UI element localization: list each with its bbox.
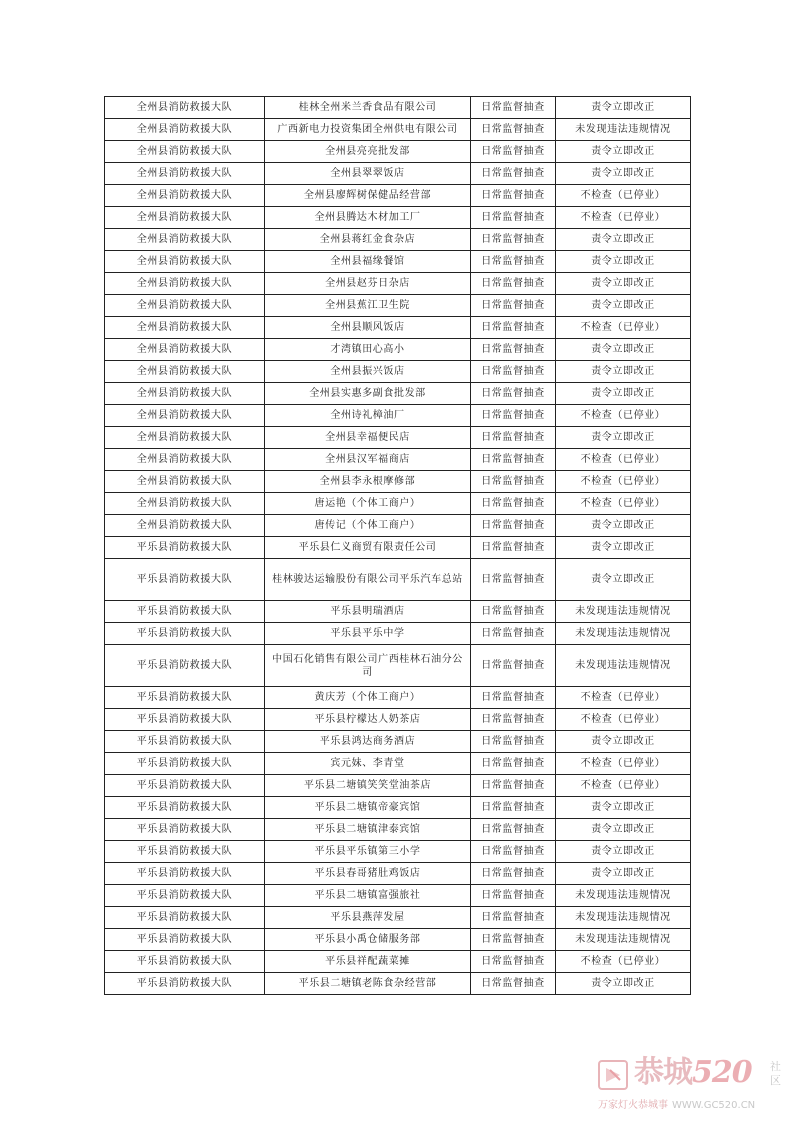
brigade-cell: 全州县消防救援大队: [105, 449, 265, 471]
result-cell: 责令立即改正: [556, 163, 691, 185]
check-type-cell: 日常监督抽查: [471, 317, 556, 339]
result-cell: 未发现违法违规情况: [556, 929, 691, 951]
check-type-cell: 日常监督抽查: [471, 493, 556, 515]
result-cell: 责令立即改正: [556, 295, 691, 317]
unit-name-cell: 平乐县二塘镇富强旅社: [265, 885, 471, 907]
result-cell: 责令立即改正: [556, 863, 691, 885]
check-type-cell: 日常监督抽查: [471, 295, 556, 317]
unit-name-cell: 全州县赵芬日杂店: [265, 273, 471, 295]
table-row: [105, 601, 691, 623]
check-type-cell: 日常监督抽查: [471, 753, 556, 775]
table-row: [105, 493, 691, 515]
brigade-cell: 平乐县消防救援大队: [105, 841, 265, 863]
result-cell: 不检查（已停业）: [556, 207, 691, 229]
result-cell: 未发现违法违规情况: [556, 885, 691, 907]
table-row: [105, 339, 691, 361]
check-type-cell: 日常监督抽查: [471, 537, 556, 559]
result-cell: 责令立即改正: [556, 251, 691, 273]
unit-name-cell: 全州县福缘餐馆: [265, 251, 471, 273]
table-row: [105, 405, 691, 427]
unit-name-cell: 全州县廖辉树保健品经营部: [265, 185, 471, 207]
unit-name-cell: 才湾镇田心高小: [265, 339, 471, 361]
brigade-cell: 平乐县消防救援大队: [105, 709, 265, 731]
brigade-cell: 平乐县消防救援大队: [105, 797, 265, 819]
watermark-logo-icon: [598, 1060, 628, 1090]
watermark-slogan-line: [598, 1100, 755, 1112]
unit-name-cell: 平乐县鸿达商务酒店: [265, 731, 471, 753]
brigade-cell: 平乐县消防救援大队: [105, 973, 265, 995]
table-row: [105, 731, 691, 753]
table-row: [105, 559, 691, 601]
table-row: [105, 515, 691, 537]
result-cell: 责令立即改正: [556, 559, 691, 601]
brigade-cell: 全州县消防救援大队: [105, 163, 265, 185]
table-row: [105, 907, 691, 929]
unit-name-cell: 全州诗礼樟油厂: [265, 405, 471, 427]
unit-name-cell: 宾元妹、李青堂: [265, 753, 471, 775]
result-cell: 不检查（已停业）: [556, 687, 691, 709]
brigade-cell: 全州县消防救援大队: [105, 229, 265, 251]
unit-name-cell: 全州县李永根摩修部: [265, 471, 471, 493]
unit-name-cell: 平乐县仁义商贸有限责任公司: [265, 537, 471, 559]
brigade-cell: 全州县消防救援大队: [105, 361, 265, 383]
brigade-cell: 全州县消防救援大队: [105, 207, 265, 229]
table-row: [105, 951, 691, 973]
table-row: [105, 819, 691, 841]
check-type-cell: 日常监督抽查: [471, 797, 556, 819]
unit-name-cell: 黄庆芳（个体工商户）: [265, 687, 471, 709]
check-type-cell: 日常监督抽查: [471, 163, 556, 185]
brigade-cell: 全州县消防救援大队: [105, 185, 265, 207]
brigade-cell: 全州县消防救援大队: [105, 119, 265, 141]
table-row: [105, 753, 691, 775]
table-body: [105, 97, 691, 995]
unit-name-cell: 全州县腾达木材加工厂: [265, 207, 471, 229]
result-cell: 责令立即改正: [556, 229, 691, 251]
result-cell: 责令立即改正: [556, 841, 691, 863]
unit-name-cell: 平乐县二塘镇帝豪宾馆: [265, 797, 471, 819]
check-type-cell: 日常监督抽查: [471, 207, 556, 229]
result-cell: 未发现违法违规情况: [556, 645, 691, 687]
table-row: [105, 273, 691, 295]
unit-name-cell: 平乐县二塘镇津泰宾馆: [265, 819, 471, 841]
brigade-cell: 全州县消防救援大队: [105, 405, 265, 427]
table-row: [105, 119, 691, 141]
check-type-cell: 日常监督抽查: [471, 623, 556, 645]
check-type-cell: 日常监督抽查: [471, 97, 556, 119]
brigade-cell: 平乐县消防救援大队: [105, 863, 265, 885]
table-row: [105, 229, 691, 251]
unit-name-cell: 平乐县小禹仓储服务部: [265, 929, 471, 951]
unit-name-cell: 全州县蒋红金食杂店: [265, 229, 471, 251]
unit-name-cell: 全州县翠翠饭店: [265, 163, 471, 185]
check-type-cell: 日常监督抽查: [471, 559, 556, 601]
result-cell: 不检查（已停业）: [556, 405, 691, 427]
check-type-cell: 日常监督抽查: [471, 251, 556, 273]
result-cell: 责令立即改正: [556, 273, 691, 295]
table-row: [105, 449, 691, 471]
unit-name-cell: 平乐县春哥猪肚鸡饭店: [265, 863, 471, 885]
result-cell: 责令立即改正: [556, 383, 691, 405]
unit-name-cell: 平乐县柠檬达人奶茶店: [265, 709, 471, 731]
table-row: [105, 317, 691, 339]
brigade-cell: 全州县消防救援大队: [105, 273, 265, 295]
brigade-cell: 全州县消防救援大队: [105, 141, 265, 163]
unit-name-cell: 全州县振兴饭店: [265, 361, 471, 383]
result-cell: 不检查（已停业）: [556, 449, 691, 471]
check-type-cell: 日常监督抽查: [471, 273, 556, 295]
table-row: [105, 207, 691, 229]
check-type-cell: 日常监督抽查: [471, 471, 556, 493]
brigade-cell: 平乐县消防救援大队: [105, 623, 265, 645]
brigade-cell: 全州县消防救援大队: [105, 295, 265, 317]
brigade-cell: 全州县消防救援大队: [105, 317, 265, 339]
table-row: [105, 295, 691, 317]
result-cell: 不检查（已停业）: [556, 185, 691, 207]
check-type-cell: 日常监督抽查: [471, 427, 556, 449]
brigade-cell: 平乐县消防救援大队: [105, 645, 265, 687]
check-type-cell: 日常监督抽查: [471, 339, 556, 361]
unit-name-cell: 全州县蕉江卫生院: [265, 295, 471, 317]
unit-name-cell: 广西新电力投资集团全州供电有限公司: [265, 119, 471, 141]
brigade-cell: 全州县消防救援大队: [105, 471, 265, 493]
unit-name-cell: 中国石化销售有限公司广西桂林石油分公司: [265, 645, 471, 687]
check-type-cell: 日常监督抽查: [471, 601, 556, 623]
result-cell: 责令立即改正: [556, 819, 691, 841]
result-cell: 责令立即改正: [556, 973, 691, 995]
brigade-cell: 全州县消防救援大队: [105, 493, 265, 515]
brigade-cell: 平乐县消防救援大队: [105, 601, 265, 623]
result-cell: 未发现违法违规情况: [556, 119, 691, 141]
result-cell: 未发现违法违规情况: [556, 623, 691, 645]
brigade-cell: 全州县消防救援大队: [105, 97, 265, 119]
check-type-cell: 日常监督抽查: [471, 449, 556, 471]
check-type-cell: 日常监督抽查: [471, 645, 556, 687]
result-cell: 不检查（已停业）: [556, 471, 691, 493]
unit-name-cell: 全州县亮亮批发部: [265, 141, 471, 163]
table-row: [105, 797, 691, 819]
brigade-cell: 平乐县消防救援大队: [105, 951, 265, 973]
result-cell: 责令立即改正: [556, 427, 691, 449]
brigade-cell: 平乐县消防救援大队: [105, 775, 265, 797]
check-type-cell: 日常监督抽查: [471, 405, 556, 427]
check-type-cell: 日常监督抽查: [471, 929, 556, 951]
brigade-cell: 平乐县消防救援大队: [105, 885, 265, 907]
unit-name-cell: 全州县汉军福商店: [265, 449, 471, 471]
result-cell: 责令立即改正: [556, 797, 691, 819]
result-cell: 不检查（已停业）: [556, 493, 691, 515]
brigade-cell: 平乐县消防救援大队: [105, 819, 265, 841]
table-row: [105, 623, 691, 645]
unit-name-cell: 平乐县平乐镇第三小学: [265, 841, 471, 863]
brigade-cell: 平乐县消防救援大队: [105, 537, 265, 559]
table-row: [105, 251, 691, 273]
result-cell: 责令立即改正: [556, 97, 691, 119]
table-row: [105, 185, 691, 207]
result-cell: 未发现违法违规情况: [556, 601, 691, 623]
check-type-cell: 日常监督抽查: [471, 885, 556, 907]
table-row: [105, 841, 691, 863]
brigade-cell: 平乐县消防救援大队: [105, 731, 265, 753]
check-type-cell: 日常监督抽查: [471, 229, 556, 251]
result-cell: 责令立即改正: [556, 339, 691, 361]
unit-name-cell: 平乐县二塘镇笑笑堂油茶店: [265, 775, 471, 797]
result-cell: 不检查（已停业）: [556, 709, 691, 731]
table-row: [105, 885, 691, 907]
table-row: [105, 709, 691, 731]
unit-name-cell: 平乐县祥配蔬菜摊: [265, 951, 471, 973]
table-row: [105, 163, 691, 185]
check-type-cell: 日常监督抽查: [471, 907, 556, 929]
check-type-cell: 日常监督抽查: [471, 687, 556, 709]
watermark-brand-number: 520: [692, 1055, 752, 1090]
check-type-cell: 日常监督抽查: [471, 973, 556, 995]
unit-name-cell: 唐运艳（个体工商户）: [265, 493, 471, 515]
result-cell: 责令立即改正: [556, 141, 691, 163]
inspection-table: [104, 96, 691, 995]
brigade-cell: 平乐县消防救援大队: [105, 559, 265, 601]
check-type-cell: 日常监督抽查: [471, 361, 556, 383]
check-type-cell: 日常监督抽查: [471, 731, 556, 753]
watermark-brand-text: 恭城: [634, 1055, 692, 1090]
result-cell: 责令立即改正: [556, 361, 691, 383]
brigade-cell: 全州县消防救援大队: [105, 515, 265, 537]
result-cell: 未发现违法违规情况: [556, 907, 691, 929]
site-watermark: [598, 1054, 788, 1118]
result-cell: 责令立即改正: [556, 515, 691, 537]
result-cell: 不检查（已停业）: [556, 951, 691, 973]
table-row: [105, 537, 691, 559]
check-type-cell: 日常监督抽查: [471, 141, 556, 163]
unit-name-cell: 全州县实惠多副食批发部: [265, 383, 471, 405]
table-row: [105, 973, 691, 995]
check-type-cell: 日常监督抽查: [471, 185, 556, 207]
unit-name-cell: 全州县顺风饭店: [265, 317, 471, 339]
result-cell: 不检查（已停业）: [556, 775, 691, 797]
table-row: [105, 427, 691, 449]
result-cell: 责令立即改正: [556, 731, 691, 753]
check-type-cell: 日常监督抽查: [471, 709, 556, 731]
check-type-cell: 日常监督抽查: [471, 951, 556, 973]
table-row: [105, 645, 691, 687]
watermark-url: WWW.GC520.CN: [672, 1100, 756, 1111]
unit-name-cell: 全州县幸福便民店: [265, 427, 471, 449]
brigade-cell: 全州县消防救援大队: [105, 251, 265, 273]
watermark-side-text: 社区: [770, 1060, 781, 1087]
check-type-cell: 日常监督抽查: [471, 819, 556, 841]
brigade-cell: 平乐县消防救援大队: [105, 907, 265, 929]
result-cell: 不检查（已停业）: [556, 753, 691, 775]
table-row: [105, 97, 691, 119]
unit-name-cell: 桂林骏达运输股份有限公司平乐汽车总站: [265, 559, 471, 601]
table-row: [105, 863, 691, 885]
watermark-brand: [634, 1054, 752, 1092]
brigade-cell: 全州县消防救援大队: [105, 427, 265, 449]
brigade-cell: 平乐县消防救援大队: [105, 687, 265, 709]
brigade-cell: 平乐县消防救援大队: [105, 929, 265, 951]
table-row: [105, 361, 691, 383]
check-type-cell: 日常监督抽查: [471, 119, 556, 141]
brigade-cell: 平乐县消防救援大队: [105, 753, 265, 775]
table-row: [105, 383, 691, 405]
table-row: [105, 471, 691, 493]
result-cell: 不检查（已停业）: [556, 317, 691, 339]
unit-name-cell: 桂林全州米兰香食品有限公司: [265, 97, 471, 119]
check-type-cell: 日常监督抽查: [471, 863, 556, 885]
check-type-cell: 日常监督抽查: [471, 515, 556, 537]
check-type-cell: 日常监督抽查: [471, 775, 556, 797]
brigade-cell: 全州县消防救援大队: [105, 339, 265, 361]
check-type-cell: 日常监督抽查: [471, 383, 556, 405]
check-type-cell: 日常监督抽查: [471, 841, 556, 863]
table-row: [105, 929, 691, 951]
result-cell: 责令立即改正: [556, 537, 691, 559]
unit-name-cell: 平乐县燕萍发屋: [265, 907, 471, 929]
watermark-slogan: 万家灯火恭城事: [598, 1100, 668, 1111]
table-row: [105, 775, 691, 797]
table-row: [105, 141, 691, 163]
unit-name-cell: 唐传记（个体工商户）: [265, 515, 471, 537]
unit-name-cell: 平乐县平乐中学: [265, 623, 471, 645]
unit-name-cell: 平乐县二塘镇老陈食杂经营部: [265, 973, 471, 995]
brigade-cell: 全州县消防救援大队: [105, 383, 265, 405]
table-row: [105, 687, 691, 709]
unit-name-cell: 平乐县明瑞酒店: [265, 601, 471, 623]
